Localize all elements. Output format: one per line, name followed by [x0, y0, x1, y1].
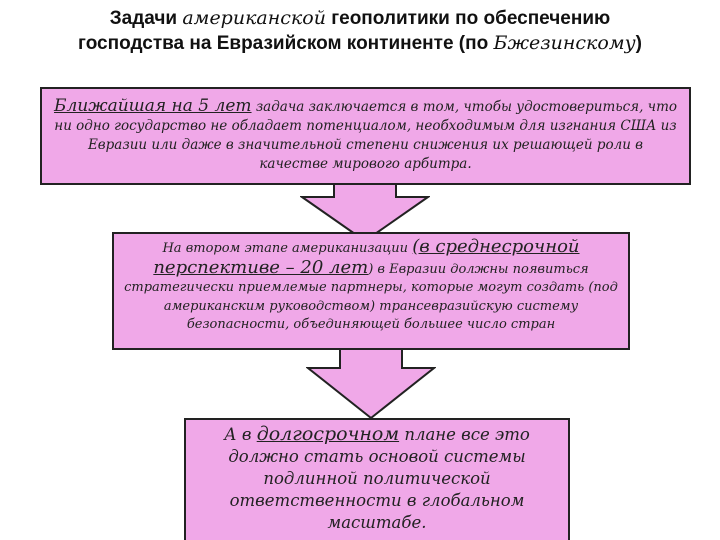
title-part-italic: Бжезинскому — [493, 32, 636, 54]
title-line-1 — [0, 6, 720, 31]
title-part: господства на Евразийском континенте (по — [78, 33, 494, 54]
stage-2-text-after: ) в Евразии должны появиться стратегически приемлемые партнеры, которые могут создать (под американским руководством) трансевразийскую систему безопасности, объединяющей большее число стран — [124, 261, 618, 332]
stage-3-text-before: А в — [224, 425, 257, 444]
stage-3-emphasis: долгосрочном — [256, 423, 400, 445]
stage-2-box — [112, 232, 630, 350]
title-part: геополитики по обеспечению — [325, 8, 611, 29]
stage-2-emphasis: (в среднесрочной перспективе – 20 лет — [153, 236, 580, 278]
stage-3-box — [184, 418, 570, 540]
arrow-down-2 — [306, 348, 436, 420]
title-part-italic: американской — [182, 7, 326, 29]
stage-3-text-after: плане все это должно стать основой системы подлинной политической ответственности в глобальном масштабе. — [228, 425, 530, 532]
stage-1-box — [40, 87, 691, 185]
title-part: Задачи — [109, 8, 183, 29]
stage-1-lead: Ближайшая на 5 лет — [53, 96, 252, 116]
title-line-2 — [0, 31, 720, 56]
stage-2-text-before: На втором этапе американизации — [162, 241, 413, 256]
stage-1-text: задача заключается в том, чтобы удостовериться, что ни одно государство не обладает потенциалом, необходимым для изгнания США из Евразии или даже в значительной степени снижения их решающей роли в качестве мирового арбитра. — [54, 99, 678, 172]
slide-title — [0, 6, 720, 56]
title-part: ) — [635, 33, 642, 54]
